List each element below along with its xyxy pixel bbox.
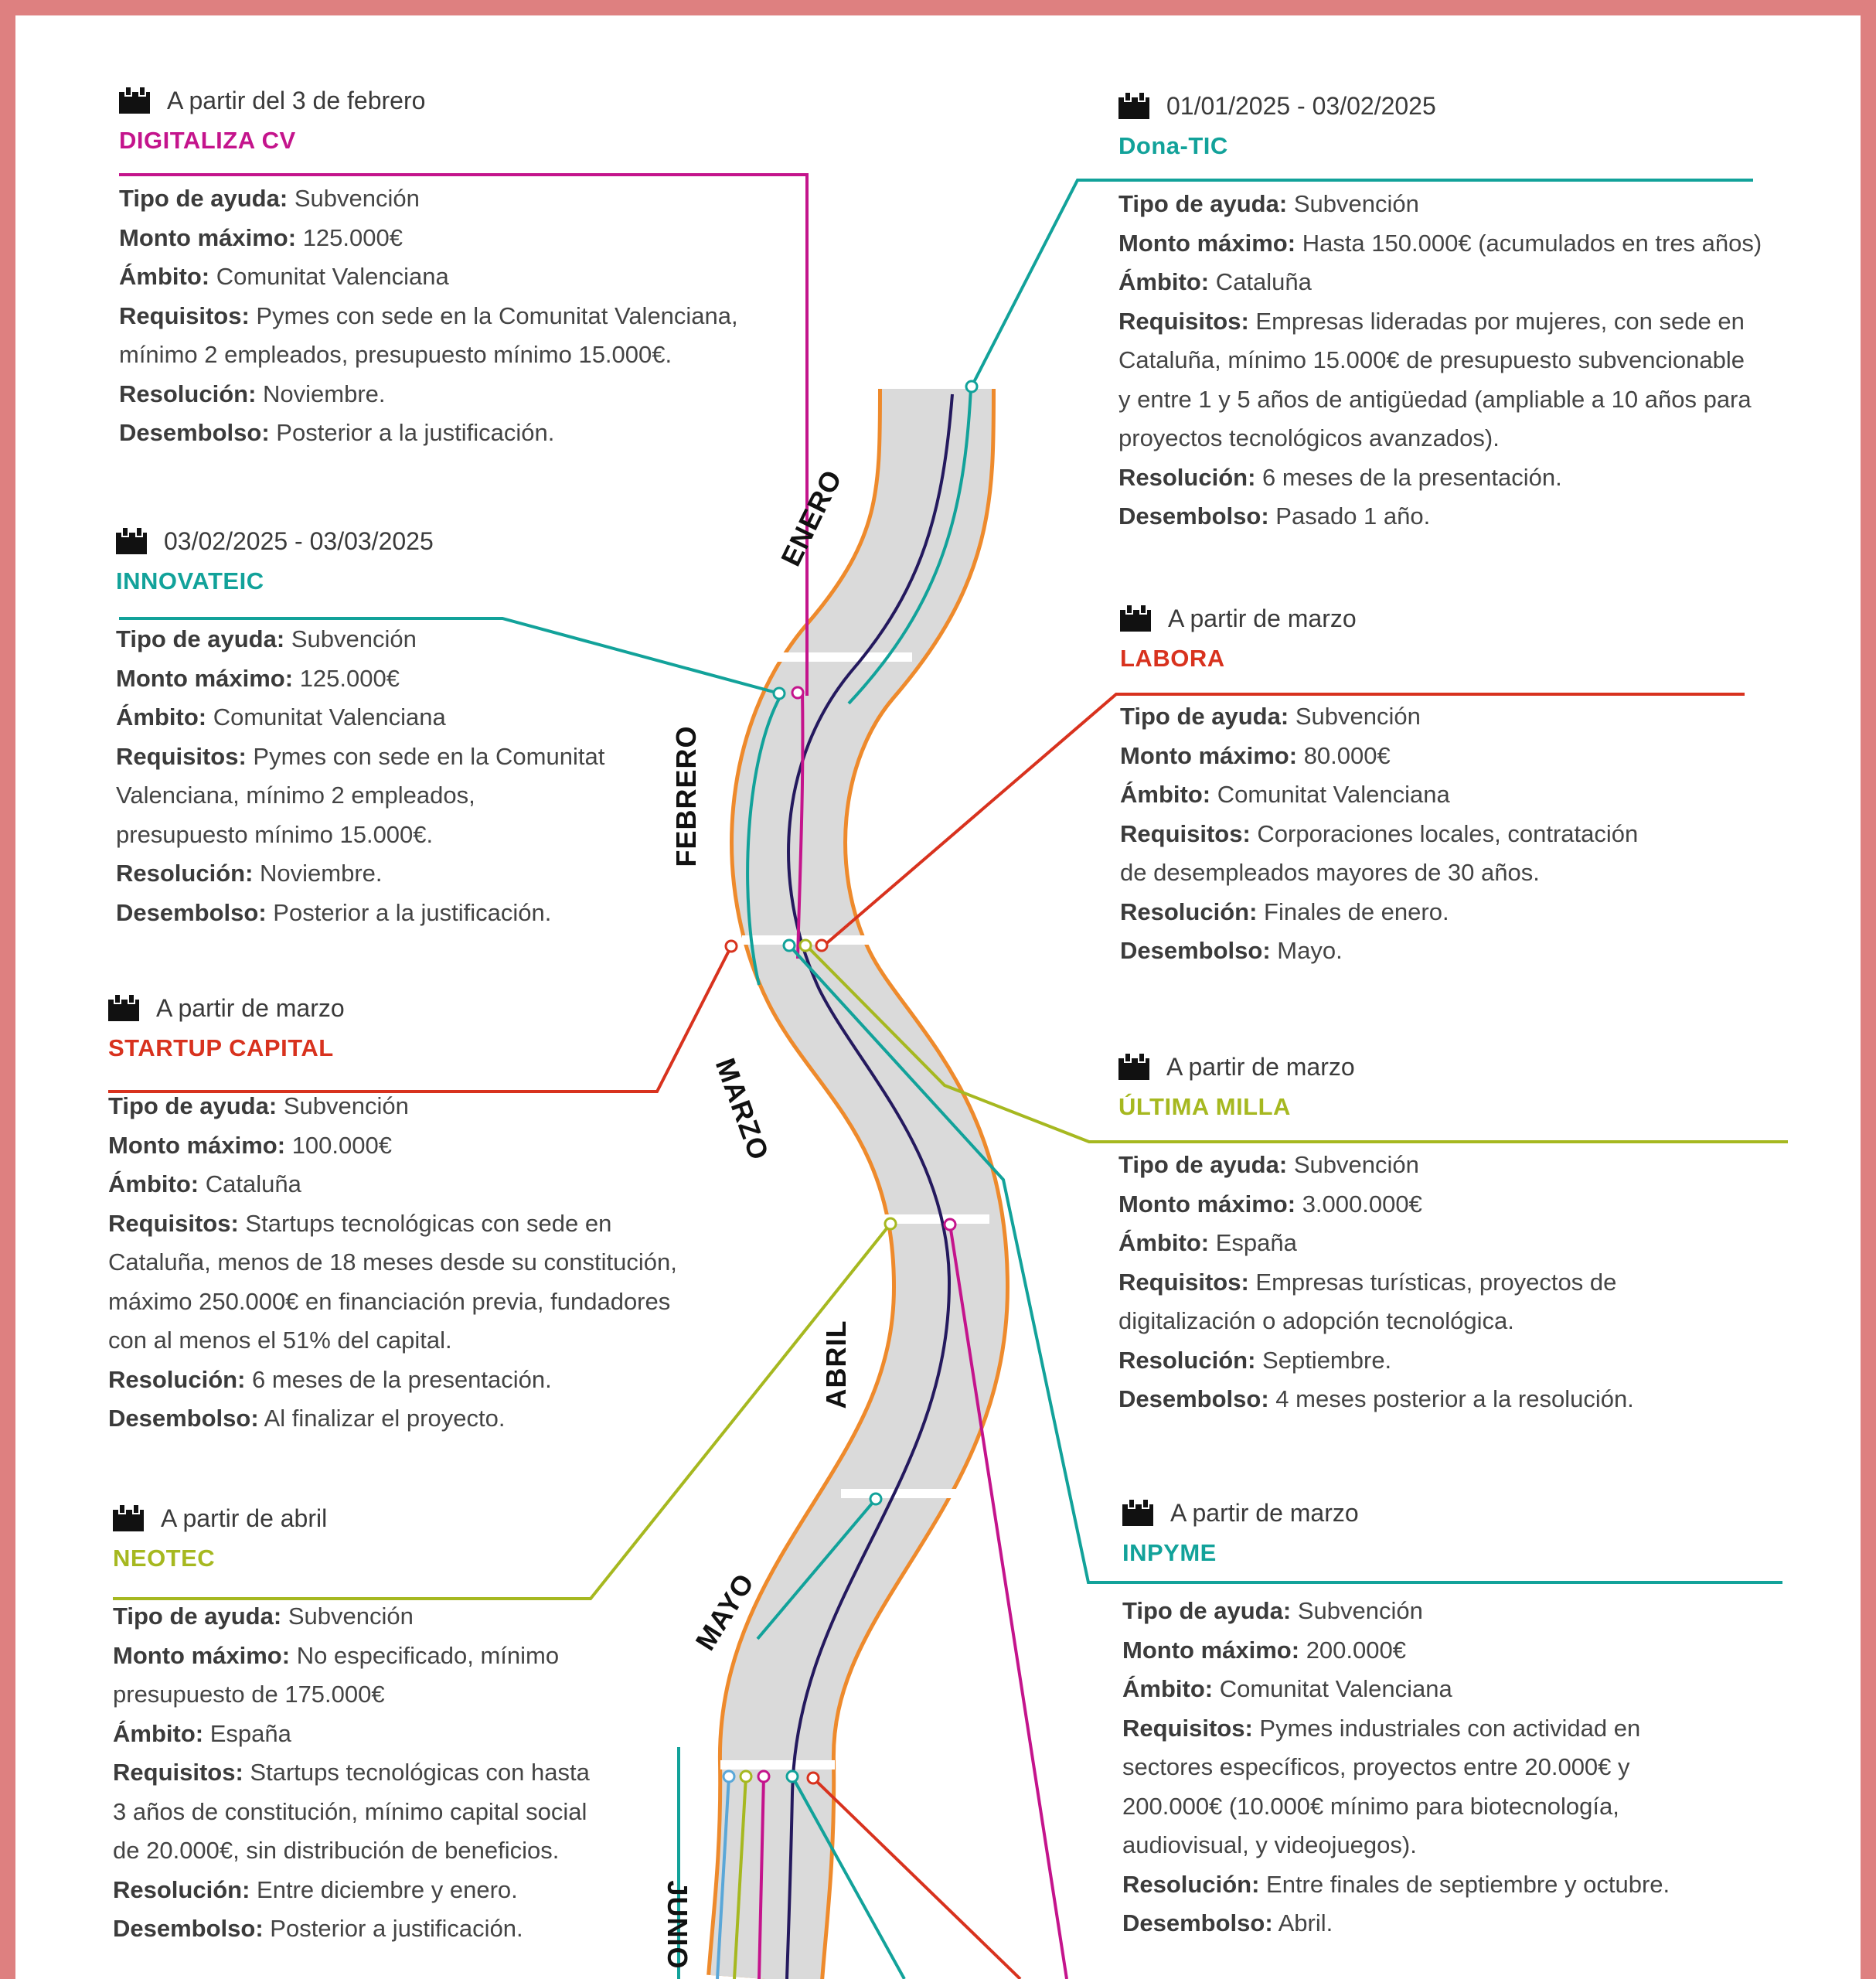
- connector-junio-magenta-marker: [758, 1771, 769, 1782]
- row-requisitos: Requisitos: Corporaciones locales, contratación: [1120, 819, 1639, 847]
- row-requisitos: Requisitos: Empresas turísticas, proyectos de: [1118, 1268, 1617, 1296]
- date-row: [1120, 601, 1638, 635]
- row-desembolso: Desembolso: 4 meses posterior a la resolución.: [1118, 1385, 1634, 1412]
- row-monto: Monto máximo: Hasta 150.000€ (acumulados en tres años): [1118, 229, 1762, 257]
- row-tipo: Tipo de ayuda: Subvención: [119, 185, 420, 212]
- row-monto: Monto máximo: No especificado, mínimo: [113, 1641, 560, 1669]
- connector-junio-blue-marker: [724, 1771, 734, 1782]
- connector-ultima-marker: [800, 940, 811, 951]
- calendar-icon: [116, 528, 147, 554]
- card-date: A partir del 3 de febrero: [167, 86, 426, 114]
- row-requisitos-cont: Valenciana, mínimo 2 empleados,: [116, 782, 475, 809]
- date-row: [113, 1501, 590, 1535]
- calendar-icon: [113, 1505, 144, 1531]
- row-resolucion: Resolución: 6 meses de la presentación.: [1118, 463, 1562, 491]
- card-innovateic: [116, 524, 604, 932]
- row-requisitos-cont: digitalización o adopción tecnológica.: [1118, 1307, 1514, 1334]
- connector-labora-marker: [816, 940, 827, 951]
- connector-donatic-marker: [966, 381, 977, 392]
- card-name: STARTUP CAPITAL: [108, 1034, 334, 1061]
- row-ambito: Ámbito: España: [113, 1719, 291, 1747]
- row-requisitos: Requisitos: Pymes con sede en la Comunitat: [116, 742, 605, 770]
- card-name: Dona-TIC: [1118, 132, 1228, 159]
- row-requisitos-cont: 3 años de constitución, mínimo capital social: [113, 1797, 587, 1825]
- row-requisitos-cont: proyectos tecnológicos avanzados).: [1118, 424, 1500, 451]
- card-name: NEOTEC: [113, 1545, 216, 1572]
- month-label-enero: ENERO: [774, 465, 849, 571]
- row-desembolso: Desembolso: Al finalizar el proyecto.: [108, 1405, 506, 1432]
- date-row: [119, 83, 738, 118]
- row-requisitos-cont: 200.000€ (10.000€ mínimo para biotecnología,: [1122, 1792, 1619, 1820]
- card-name: ÚLTIMA MILLA: [1118, 1093, 1291, 1120]
- row-desembolso: Desembolso: Pasado 1 año.: [1118, 502, 1431, 530]
- row-requisitos-cont: y entre 1 y 5 años de antigüedad (ampliable a 10 años para: [1118, 385, 1752, 413]
- row-tipo: Tipo de ayuda: Subvención: [108, 1092, 409, 1119]
- connector-junio-teal2-marker: [787, 1771, 798, 1782]
- row-resolucion: Resolución: Entre diciembre y enero.: [113, 1875, 518, 1903]
- connector-junio-lime-marker: [741, 1771, 751, 1782]
- row-ambito: Ámbito: Comunitat Valenciana: [1120, 781, 1450, 808]
- row-requisitos: Requisitos: Startups tecnológicas con hasta: [113, 1759, 590, 1786]
- connector-neotec-marker: [885, 1218, 896, 1229]
- row-requisitos: Requisitos: Pymes con sede en la Comunitat Valenciana,: [119, 301, 738, 329]
- row-monto: Monto máximo: 125.000€: [116, 664, 400, 692]
- card-name: INNOVATEIC: [116, 567, 264, 594]
- row-monto: Monto máximo: 80.000€: [1120, 741, 1391, 769]
- row-desembolso: Desembolso: Posterior a la justificación.: [116, 898, 552, 926]
- row-ambito: Ámbito: Cataluña: [1118, 268, 1312, 295]
- row-resolucion: Resolución: Noviembre.: [116, 860, 383, 887]
- connector-mayo-magenta-marker: [945, 1219, 955, 1230]
- card-date: A partir de marzo: [156, 993, 345, 1022]
- row-ambito: Ámbito: Comunitat Valenciana: [116, 703, 446, 731]
- month-label-marzo: MARZO: [709, 1054, 776, 1165]
- row-ambito: Ámbito: España: [1118, 1229, 1297, 1256]
- row-tipo: Tipo de ayuda: Subvención: [113, 1603, 414, 1630]
- card-digitaliza: [119, 83, 738, 453]
- row-tipo: Tipo de ayuda: Subvención: [1118, 190, 1419, 217]
- row-requisitos-cont: Cataluña, menos de 18 meses desde su constitución,: [108, 1248, 677, 1276]
- card-date: A partir de marzo: [1168, 604, 1357, 632]
- connector-mayo-magenta: [950, 1225, 1067, 1979]
- month-label-abril: ABRIL: [820, 1320, 852, 1409]
- row-ambito: Ámbito: Cataluña: [108, 1170, 301, 1197]
- date-row: [1122, 1496, 1670, 1530]
- row-requisitos-cont: Cataluña, mínimo 15.000€ de presupuesto subvencionable: [1118, 346, 1745, 373]
- card-startup: [108, 991, 677, 1439]
- row-requisitos-cont: audiovisual, y videojuegos).: [1122, 1831, 1417, 1858]
- row-tipo: Tipo de ayuda: Subvención: [116, 625, 417, 652]
- row-requisitos: Requisitos: Startups tecnológicas con sede en: [108, 1209, 612, 1237]
- card-date: 03/02/2025 - 03/03/2025: [164, 526, 434, 555]
- card-date: A partir de marzo: [1166, 1052, 1355, 1081]
- row-resolucion: Resolución: Noviembre.: [119, 380, 386, 407]
- row-desembolso: Desembolso: Posterior a justificación.: [113, 1915, 523, 1942]
- row-desembolso: Desembolso: Abril.: [1122, 1909, 1333, 1936]
- row-requisitos-cont: de 20.000€, sin distribución de beneficios.: [113, 1837, 560, 1864]
- card-name: LABORA: [1120, 645, 1225, 672]
- date-row: [1118, 89, 1762, 123]
- card-name: DIGITALIZA CV: [119, 127, 296, 154]
- row-tipo: Tipo de ayuda: Subvención: [1118, 1151, 1419, 1178]
- calendar-icon: [1122, 1500, 1153, 1526]
- connector-mayo-teal-marker: [870, 1494, 881, 1504]
- row-ambito: Ámbito: Comunitat Valenciana: [1122, 1675, 1452, 1702]
- month-label-febrero: FEBRERO: [670, 725, 702, 867]
- row-resolucion: Resolución: Septiembre.: [1118, 1346, 1392, 1374]
- card-date: A partir de marzo: [1170, 1498, 1359, 1527]
- card-inpyme: [1122, 1496, 1670, 1943]
- row-resolucion: Resolución: Entre finales de septiembre y octubre.: [1122, 1870, 1670, 1898]
- connector-junio-red: [813, 1778, 1020, 1979]
- row-requisitos-cont: con al menos el 51% del capital.: [108, 1327, 452, 1354]
- calendar-icon: [1120, 605, 1151, 632]
- card-name: INPYME: [1122, 1539, 1217, 1566]
- row-requisitos-cont: sectores específicos, proyectos entre 20.000€ y: [1122, 1753, 1630, 1780]
- date-row: [108, 991, 677, 1025]
- card-labora: [1120, 601, 1638, 971]
- calendar-icon: [1118, 1054, 1149, 1080]
- infographic-page: [15, 15, 1861, 1979]
- row-requisitos-cont: máximo 250.000€ en financiación previa, fundadores: [108, 1287, 671, 1315]
- row-requisitos-cont: mínimo 2 empleados, presupuesto mínimo 15.000€.: [119, 341, 672, 368]
- calendar-icon: [108, 995, 139, 1021]
- row-monto: Monto máximo: 100.000€: [108, 1131, 392, 1159]
- card-neotec: [113, 1501, 590, 1949]
- month-label-mayo: MAYO: [689, 1567, 761, 1656]
- row-monto: Monto máximo: 200.000€: [1122, 1636, 1406, 1664]
- row-requisitos: Requisitos: Empresas lideradas por mujeres, con sede en: [1118, 307, 1745, 335]
- row-requisitos: Requisitos: Pymes industriales con actividad en: [1122, 1714, 1641, 1742]
- row-monto-extra: presupuesto de 175.000€: [113, 1681, 385, 1708]
- row-ambito: Ámbito: Comunitat Valenciana: [119, 263, 449, 290]
- row-resolucion: Resolución: Finales de enero.: [1120, 898, 1449, 925]
- row-requisitos-cont: de desempleados mayores de 30 años.: [1120, 859, 1540, 886]
- connector-digitaliza-marker: [792, 687, 803, 698]
- row-tipo: Tipo de ayuda: Subvención: [1122, 1597, 1423, 1624]
- row-resolucion: Resolución: 6 meses de la presentación.: [108, 1365, 552, 1393]
- row-requisitos-cont: presupuesto mínimo 15.000€.: [116, 820, 434, 848]
- row-monto: Monto máximo: 125.000€: [119, 223, 403, 251]
- connector-inpyme-marker: [784, 940, 795, 951]
- card-date: A partir de abril: [161, 1504, 328, 1532]
- row-monto: Monto máximo: 3.000.000€: [1118, 1190, 1422, 1218]
- row-desembolso: Desembolso: Mayo.: [1120, 937, 1343, 964]
- connector-junio-red-marker: [808, 1773, 819, 1783]
- calendar-icon: [119, 87, 150, 114]
- date-row: [1118, 1050, 1634, 1084]
- row-desembolso: Desembolso: Posterior a la justificación.: [119, 419, 555, 446]
- month-label-junio: JUNIO: [662, 1880, 693, 1970]
- connector-startup-marker: [726, 941, 737, 952]
- card-ultima: [1118, 1050, 1634, 1419]
- calendar-icon: [1118, 93, 1149, 119]
- connector-innovateic-marker: [774, 688, 785, 699]
- road-surface: [765, 389, 951, 1979]
- card-donatic: [1118, 89, 1762, 536]
- card-date: 01/01/2025 - 03/02/2025: [1166, 91, 1436, 120]
- row-tipo: Tipo de ayuda: Subvención: [1120, 703, 1421, 730]
- date-row: [116, 524, 604, 558]
